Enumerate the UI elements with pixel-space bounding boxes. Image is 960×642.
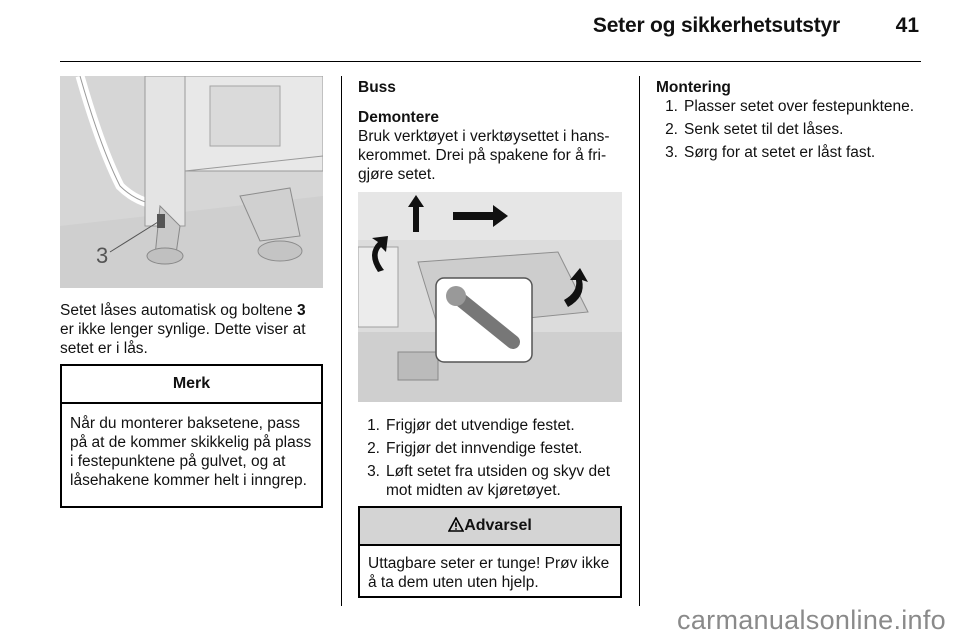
list-item: 2. Frigjør det innvendige festet. [367, 440, 583, 457]
seat-removal-illustration [358, 192, 622, 402]
list-item: 1. Plasser setet over festepunktene. [665, 98, 915, 115]
column-divider [639, 76, 640, 606]
note-body: Når du monterer baksetene, pass på at de kommer skikkelig på plass i festepunktene på gulvet, og at låsehakene kommer helt i inngrep. [70, 415, 312, 489]
section-heading: Buss [358, 79, 396, 96]
list-item: 2. Senk setet til det låses. [665, 121, 844, 138]
intro-paragraph: Bruk verktøyet i verktøysettet i hanskerommet. Drei på spakene for å frigjøre setet. [358, 128, 610, 183]
bolt-reference: 3 [296, 302, 306, 319]
page-number: 41 [895, 14, 919, 37]
paragraph-text: er ikke lenger synlige. Dette viser at setet er i lås. [60, 321, 306, 357]
warning-triangle-icon [448, 517, 464, 532]
subsection-heading: Demontere [358, 109, 439, 126]
page-header-title: Seter og sikkerhetsutstyr [592, 14, 840, 37]
figure-callout-label: 3 [96, 243, 109, 268]
right-column [656, 79, 936, 166]
seat-lock-illustration [60, 76, 323, 288]
note-box [60, 364, 323, 508]
warning-body: Uttagbare seter er tunge! Prøv ikke å ta dem uten uten hjelp. [368, 555, 610, 591]
list-item: 3. Løft setet fra utsiden og skyv det mot midten av kjøretøyet. [367, 463, 611, 499]
removal-steps [358, 416, 624, 504]
watermark: carmanualsonline.info [677, 605, 946, 635]
list-item: 1. Frigjør det utvendige festet. [367, 417, 575, 434]
paragraph-text: Setet låses automatisk og boltene [60, 302, 297, 319]
column-divider [341, 76, 342, 606]
middle-column [358, 79, 624, 184]
list-item: 3. Sørg for at setet er låst fast. [665, 144, 876, 161]
section-heading: Montering [656, 79, 731, 96]
warning-header [360, 508, 620, 546]
lock-paragraph [60, 301, 323, 358]
note-title: Merk [62, 366, 321, 404]
warning-box [358, 506, 622, 598]
seat-removal-drawing [358, 192, 622, 402]
seat-lock-drawing [60, 76, 323, 288]
header-divider [60, 61, 921, 62]
warning-title: Advarsel [464, 517, 532, 534]
